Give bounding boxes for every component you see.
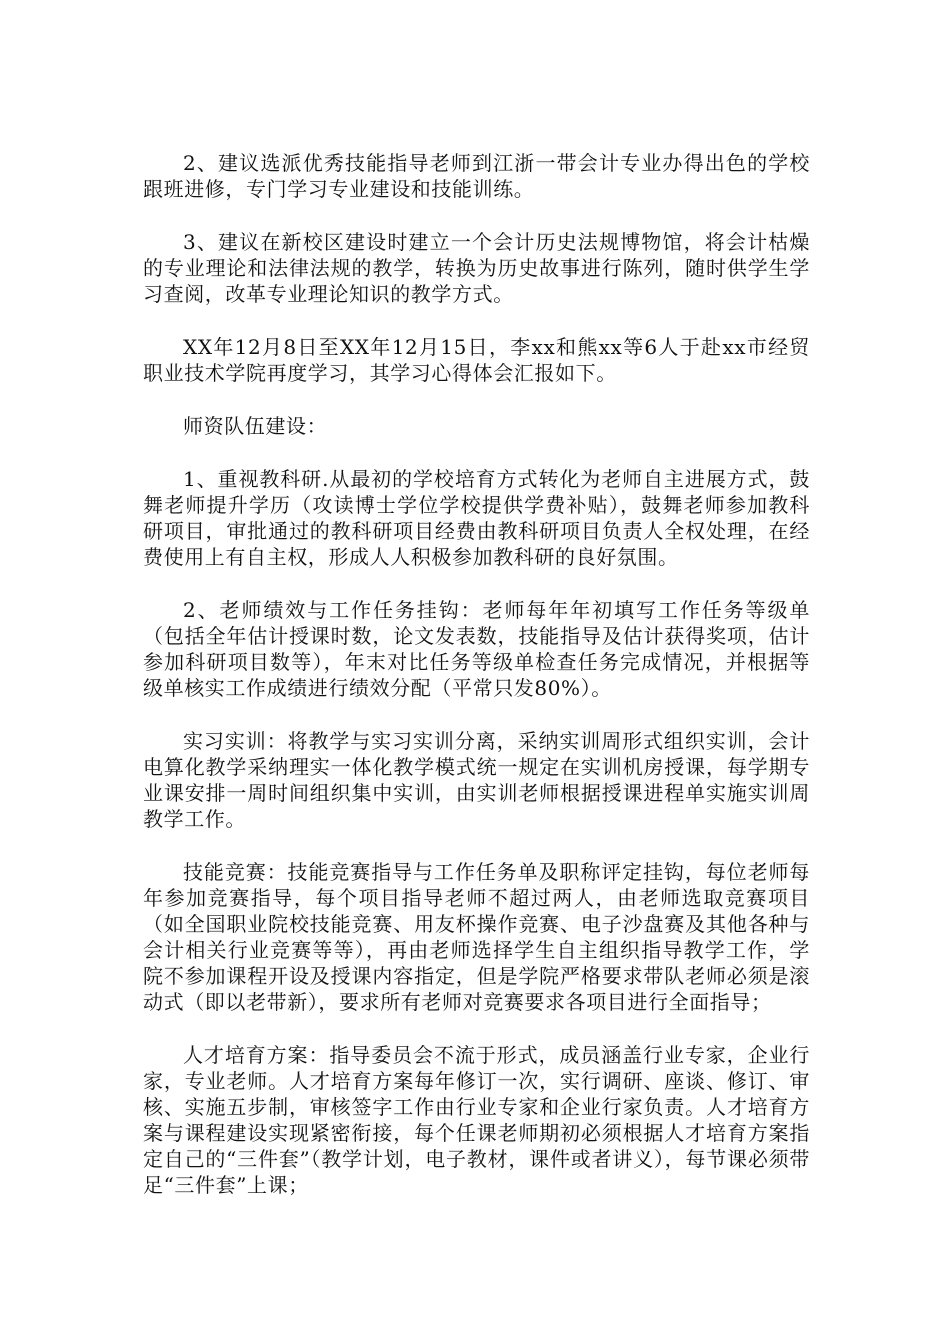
paragraph-6: 2、老师绩效与工作任务挂钩：老师每年年初填写工作任务等级单（包括全年估计授课时数，论文发表数，技能指导及估计获得奖项，估计参加科研项目数等），年末对比任务等级单检查任务完成情况，并根据等级单核实工作成绩进行绩效分配（平常只发80%）。 xyxy=(143,598,810,700)
paragraph-1: 2、建议选派优秀技能指导老师到江浙一带会计专业办得出色的学校跟班进修，专门学习专业建设和技能训练。 xyxy=(143,151,810,201)
paragraph-7: 实习实训：将教学与实习实训分离，采纳实训周形式组织实训，会计电算化教学采纳理实一体化教学模式统一规定在实训机房授课，每学期专业课安排一周时间组织集中实训，由实训老师根据授课进程单实施实训周教学工作。 xyxy=(143,729,810,831)
paragraph-5: 1、重视教科研.从最初的学校培育方式转化为老师自主进展方式，鼓舞老师提升学历（攻读博士学位学校提供学费补贴），鼓舞老师参加教科研项目，审批通过的教科研项目经费由教科研项目负责人全权处理，在经费使用上有自主权，形成人人积极参加教科研的良好氛围。 xyxy=(143,467,810,569)
paragraph-3: XX年12月8日至XX年12月15日，李xx和熊xx等6人于赴xx市经贸职业技术学院再度学习，其学习心得体会汇报如下。 xyxy=(143,335,810,385)
section-heading: 师资队伍建设： xyxy=(183,414,328,438)
paragraph-8: 技能竞赛：技能竞赛指导与工作任务单及职称评定挂钩，每位老师每年参加竞赛指导，每个项目指导老师不超过两人，由老师选取竞赛项目（如全国职业院校技能竞赛、用友杯操作竞赛、电子沙盘赛及其他各种与会计相关行业竞赛等等），再由老师选择学生自主组织指导教学工作，学院不参加课程开设及授课内容指定，但是学院严格要求带队老师必须是滚动式（即以老带新），要求所有老师对竞赛要求各项目进行全面指导； xyxy=(143,860,810,1014)
document-page xyxy=(143,150,810,1225)
paragraph-9: 人才培育方案：指导委员会不流于形式，成员涵盖行业专家，企业行家，专业老师。人才培育方案每年修订一次，实行调研、座谈、修订、审核、实施五步制，审核签字工作由行业专家和企业行家负责。人才培育方案与课程建设实现紧密衔接，每个任课老师期初必须根据人才培育方案指定自己的“三件套”（教学计划，电子教材，课件或者讲义），每节课必须带足“三件套”上课； xyxy=(143,1043,810,1197)
paragraph-2: 3、建议在新校区建设时建立一个会计历史法规博物馆，将会计枯燥的专业理论和法律法规的教学，转换为历史故事进行陈列，随时供学生学习查阅，改革专业理论知识的教学方式。 xyxy=(143,230,810,306)
